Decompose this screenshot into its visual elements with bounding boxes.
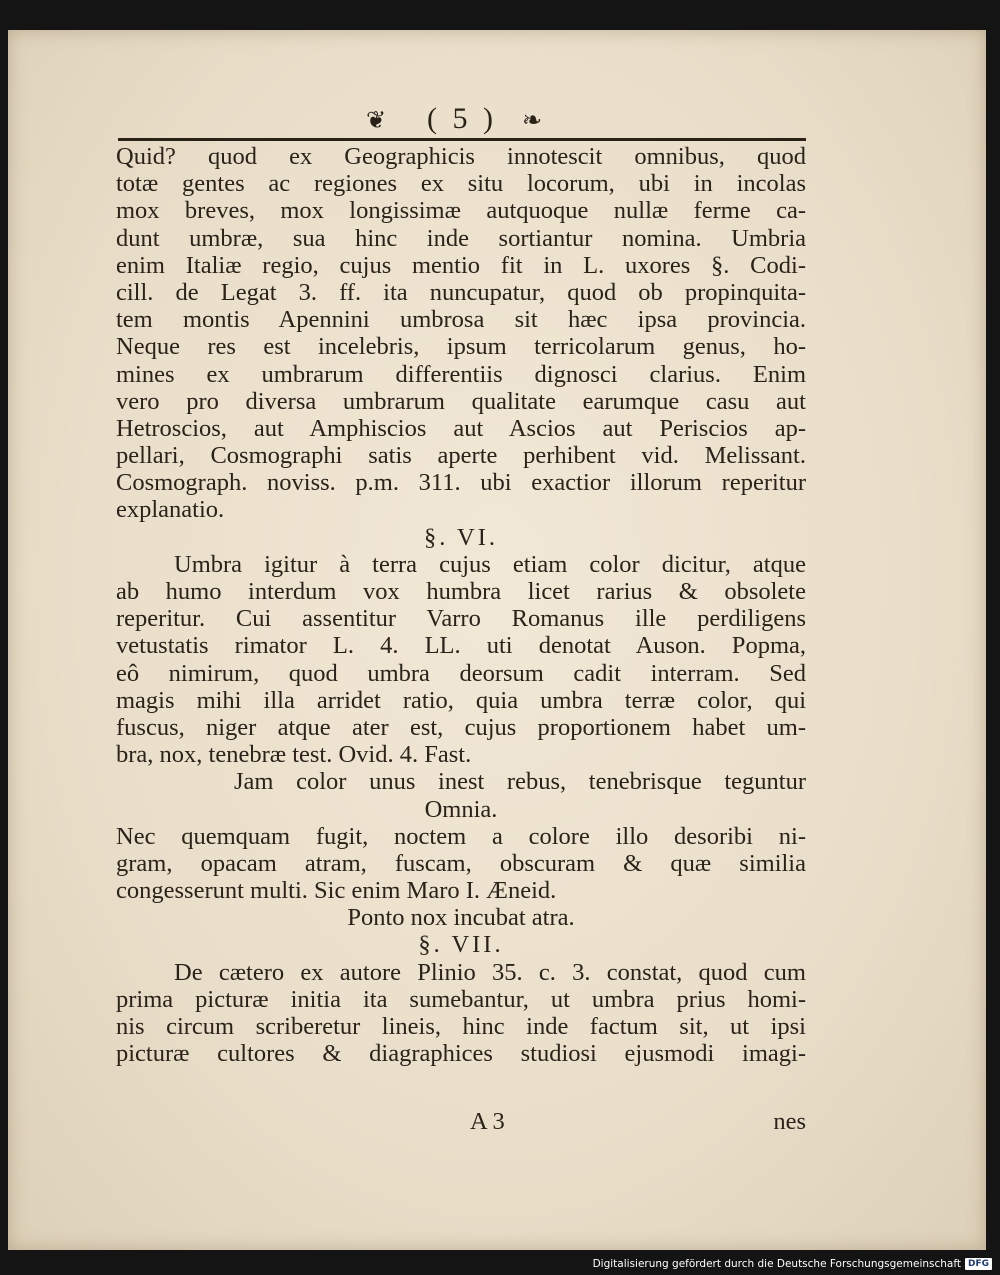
text-line: cill. de Legat 3. ff. ita nuncupatur, quod ob propinquita- <box>116 278 806 306</box>
funding-note: Digitalisierung gefördert durch die Deutsche Forschungsgemeinschaft <box>592 1258 961 1270</box>
text-line: vero pro diversa umbrarum qualitate earumque casu aut <box>116 387 806 415</box>
ornament-left-icon: ❦ <box>366 106 387 134</box>
section-heading-6: §. VI. <box>423 523 499 551</box>
page-header <box>118 100 806 140</box>
verse-line: Jam color unus inest rebus, tenebrisque teguntur <box>234 768 806 796</box>
text-line: tem montis Apennini umbrosa sit hæc ipsa provincia. <box>116 306 806 334</box>
text-line: Quid? quod ex Geographicis innotescit omnibus, quod <box>116 143 806 170</box>
text-line: fuscus, niger atque ater est, cujus proportionem habet um- <box>116 713 806 741</box>
text-line: magis mihi illa arridet ratio, quia umbra terræ color, qui <box>116 686 806 714</box>
verse-line: Ponto nox incubat atra. <box>347 904 575 932</box>
text-line: gram, opacam atram, fuscam, obscuram & quæ similia <box>116 849 806 877</box>
text-line: prima picturæ initia ita sumebantur, ut umbra prius homi- <box>116 985 806 1013</box>
page-number: ( 5 ) <box>427 102 497 135</box>
text-line: dunt umbræ, sua hinc inde sortiantur nomina. Umbria <box>116 224 806 252</box>
text-line: picturæ cultores & diagraphices studiosi ejusmodi imagi- <box>116 1040 806 1068</box>
text-line: totæ gentes ac regiones ex situ locorum, ubi in incolas <box>116 170 806 198</box>
dfg-logo-icon: DFG <box>965 1258 992 1270</box>
text-line: vetustatis rimator L. 4. LL. uti denotat Auson. Popma, <box>116 632 806 660</box>
text-line: bra, nox, tenebræ test. Ovid. 4. Fast. <box>116 741 472 769</box>
verse-line: Omnia. <box>424 795 498 823</box>
text-line: congesserunt multi. Sic enim Maro I. Æneid. <box>116 877 557 905</box>
text-line: mines ex umbrarum differentiis dignosci clarius. Enim <box>116 360 806 388</box>
catchword: nes <box>773 1108 806 1135</box>
text-line: Nec quemquam fugit, noctem a colore illo desoribi ni- <box>116 822 806 850</box>
text-line: pellari, Cosmographi satis aperte perhibent vid. Melissant. <box>116 442 806 470</box>
signature-mark: A 3 <box>470 1108 505 1135</box>
text-line: Cosmograph. noviss. p.m. 311. ubi exactior illorum reperitur <box>116 469 806 497</box>
book-page <box>8 30 986 1250</box>
text-line: Umbra igitur à terra cujus etiam color dicitur, atque <box>174 550 806 578</box>
funding-footer <box>593 1256 992 1272</box>
header-rule <box>118 138 806 141</box>
text-line: reperitur. Cui assentitur Varro Romanus ille perdiligens <box>116 605 806 633</box>
text-line: eô nimirum, quod umbra deorsum cadit interram. Sed <box>116 659 806 687</box>
text-line: De cætero ex autore Plinio 35. c. 3. constat, quod cum <box>174 958 806 986</box>
text-line: nis circum scriberetur lineis, hinc inde factum sit, ut ipsi <box>116 1013 806 1040</box>
section-heading-7: §. VII. <box>418 931 504 959</box>
text-line: ab humo interdum vox humbra licet rarius & obsolete <box>116 578 806 605</box>
text-line: Neque res est incelebris, ipsum terricolarum genus, ho- <box>116 333 806 361</box>
text-line: enim Italiæ regio, cujus mentio fit in L. uxores §. Codi- <box>116 251 806 279</box>
text-line: explanatio. <box>116 496 225 524</box>
text-line: Hetroscios, aut Amphiscios aut Ascios aut Periscios ap- <box>116 414 806 442</box>
ornament-right-icon: ❧ <box>522 106 543 134</box>
page-text <box>116 143 806 1067</box>
text-line: mox breves, mox longissimæ autquoque nullæ ferme ca- <box>116 197 806 225</box>
